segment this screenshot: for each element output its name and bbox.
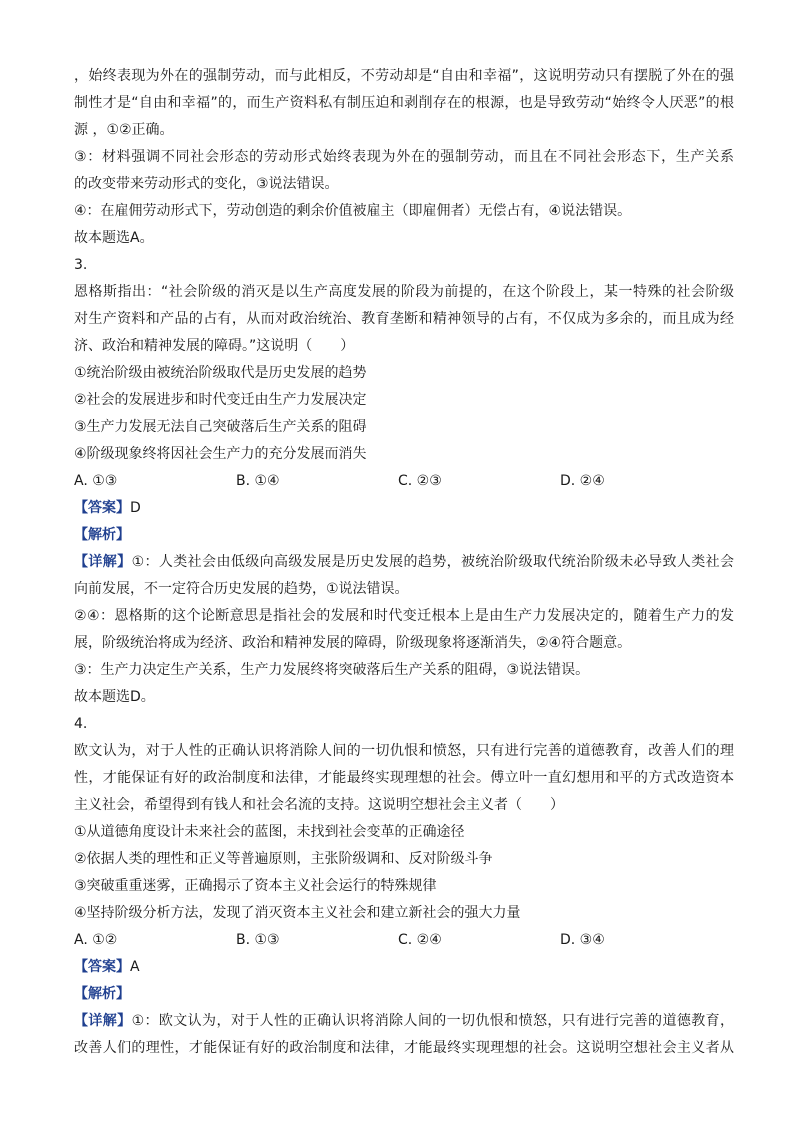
detail-line: 向前发展，不一定符合历史发展的趋势，①说法错误。 — [74, 581, 409, 597]
statement: ①从道德角度设计未来社会的蓝图，未找到社会变革的正确途径 — [74, 824, 465, 840]
answer-line — [74, 495, 734, 522]
question-stem-line: 对生产资料和产品的占有，从而对政治统治、教育垄断和精神领导的占有，不仅成为多余的，而且成为经 — [74, 311, 734, 327]
detail-line: 故本题选D。 — [74, 689, 155, 705]
statement: ③生产力发展无法自己突破落后生产关系的阻碍 — [74, 419, 367, 435]
answer-value: A — [130, 959, 140, 975]
question-3 — [74, 252, 734, 711]
detail-tag: 【详解】 — [74, 1013, 132, 1029]
question-stem-line: 济、政治和精神发展的障碍。”这说明（ ） — [74, 338, 355, 354]
answer-value: D — [130, 500, 141, 516]
answer-tag: 【答案】 — [74, 959, 130, 975]
question-stem-line: 欧文认为，对于人性的正确认识将消除人间的一切仇恨和愤怒，只有进行完善的道德教育，改善人们的理 — [74, 743, 734, 759]
document-page — [74, 63, 734, 1062]
statement: ②依据人类的理性和正义等普遍原则，主张阶级调和、反对阶级斗争 — [74, 851, 493, 867]
analysis-line — [74, 522, 734, 549]
option-b: B. ①④ — [236, 473, 280, 489]
text-line: 故本题选A。 — [74, 230, 154, 246]
option-d: D. ②④ — [560, 473, 605, 489]
question-number: 3. — [74, 257, 88, 273]
option-a: A. ①③ — [74, 473, 118, 489]
statement: ③突破重重迷雾，正确揭示了资本主义社会运行的特殊规律 — [74, 878, 437, 894]
text-line: ，始终表现为外在的强制劳动，而与此相反，不劳动却是“自由和幸福”，这说明劳动只有摆脱了外在的强 — [74, 68, 734, 84]
detail-line: 改善人们的理性，才能保证有好的政治制度和法律，才能最终实现理想的社会。这说明空想社会主义者从 — [74, 1040, 734, 1056]
option-d: D. ③④ — [560, 932, 605, 948]
detail-line — [74, 1008, 734, 1035]
question-stem-line: 性，才能保证有好的政治制度和法律，才能最终实现理想的社会。傅立叶一直幻想用和平的方式改造资本 — [74, 770, 734, 786]
option-c: C. ②④ — [398, 932, 442, 948]
text-line: 的改变带来劳动形式的变化，③说法错误。 — [74, 176, 339, 192]
question-4 — [74, 711, 734, 1062]
answer-line — [74, 954, 734, 981]
detail-line: 展，阶级统治将成为经济、政治和精神发展的障碍，阶级现象将逐渐消失，②④符合题意。 — [74, 635, 632, 651]
answer-tag: 【答案】 — [74, 500, 130, 516]
detail-tag: 【详解】 — [74, 554, 132, 570]
statement: ④坚持阶级分析方法，发现了消灭资本主义社会和建立新社会的强大力量 — [74, 905, 521, 921]
option-c: C. ②③ — [398, 473, 442, 489]
analysis-line — [74, 981, 734, 1008]
question-stem-line: 主义社会，希望得到有钱人和社会名流的支持。这说明空想社会主义者（ ） — [74, 797, 564, 813]
analysis-tag: 【解析】 — [74, 527, 130, 543]
text-line: 制性才是“自由和幸福”的，而生产资料私有制压迫和剥削存在的根源，也是导致劳动“始终令人厌恶”的根 — [74, 95, 734, 111]
question-stem-line: 恩格斯指出：“社会阶级的消灭是以生产高度发展的阶段为前提的，在这个阶段上，某一特殊的社会阶级 — [74, 284, 734, 300]
previous-answer-continuation — [74, 63, 734, 252]
detail-line — [74, 549, 734, 576]
text-line: 源 ，①②正确。 — [74, 122, 174, 138]
detail-text: ①：人类社会由低级向高级发展是历史发展的趋势，被统治阶级取代统治阶级未必导致人类社会 — [131, 554, 734, 570]
statement: ①统治阶级由被统治阶级取代是历史发展的趋势 — [74, 365, 367, 381]
detail-line: ②④：恩格斯的这个论断意思是指社会的发展和时代变迁根本上是由生产力发展决定的，随着生产力的发 — [74, 608, 734, 624]
detail-text: ①：欧文认为，对于人性的正确认识将消除人间的一切仇恨和愤怒，只有进行完善的道德教育， — [131, 1013, 734, 1029]
analysis-tag: 【解析】 — [74, 986, 130, 1002]
question-number: 4. — [74, 716, 88, 732]
detail-line: ③：生产力决定生产关系，生产力发展终将突破落后生产关系的阻碍，③说法错误。 — [74, 662, 590, 678]
statement: ②社会的发展进步和时代变迁由生产力发展决定 — [74, 392, 367, 408]
statement: ④阶级现象终将因社会生产力的充分发展而消失 — [74, 446, 367, 462]
answer-options — [74, 468, 734, 495]
answer-options — [74, 927, 734, 954]
option-b: B. ①③ — [236, 932, 280, 948]
text-line: ④：在雇佣劳动形式下，劳动创造的剩余价值被雇主（即雇佣者）无偿占有，④说法错误。 — [74, 203, 632, 219]
text-line: ③：材料强调不同社会形态的劳动形式始终表现为外在的强制劳动，而且在不同社会形态下，生产关系 — [74, 149, 734, 165]
option-a: A. ①② — [74, 932, 118, 948]
